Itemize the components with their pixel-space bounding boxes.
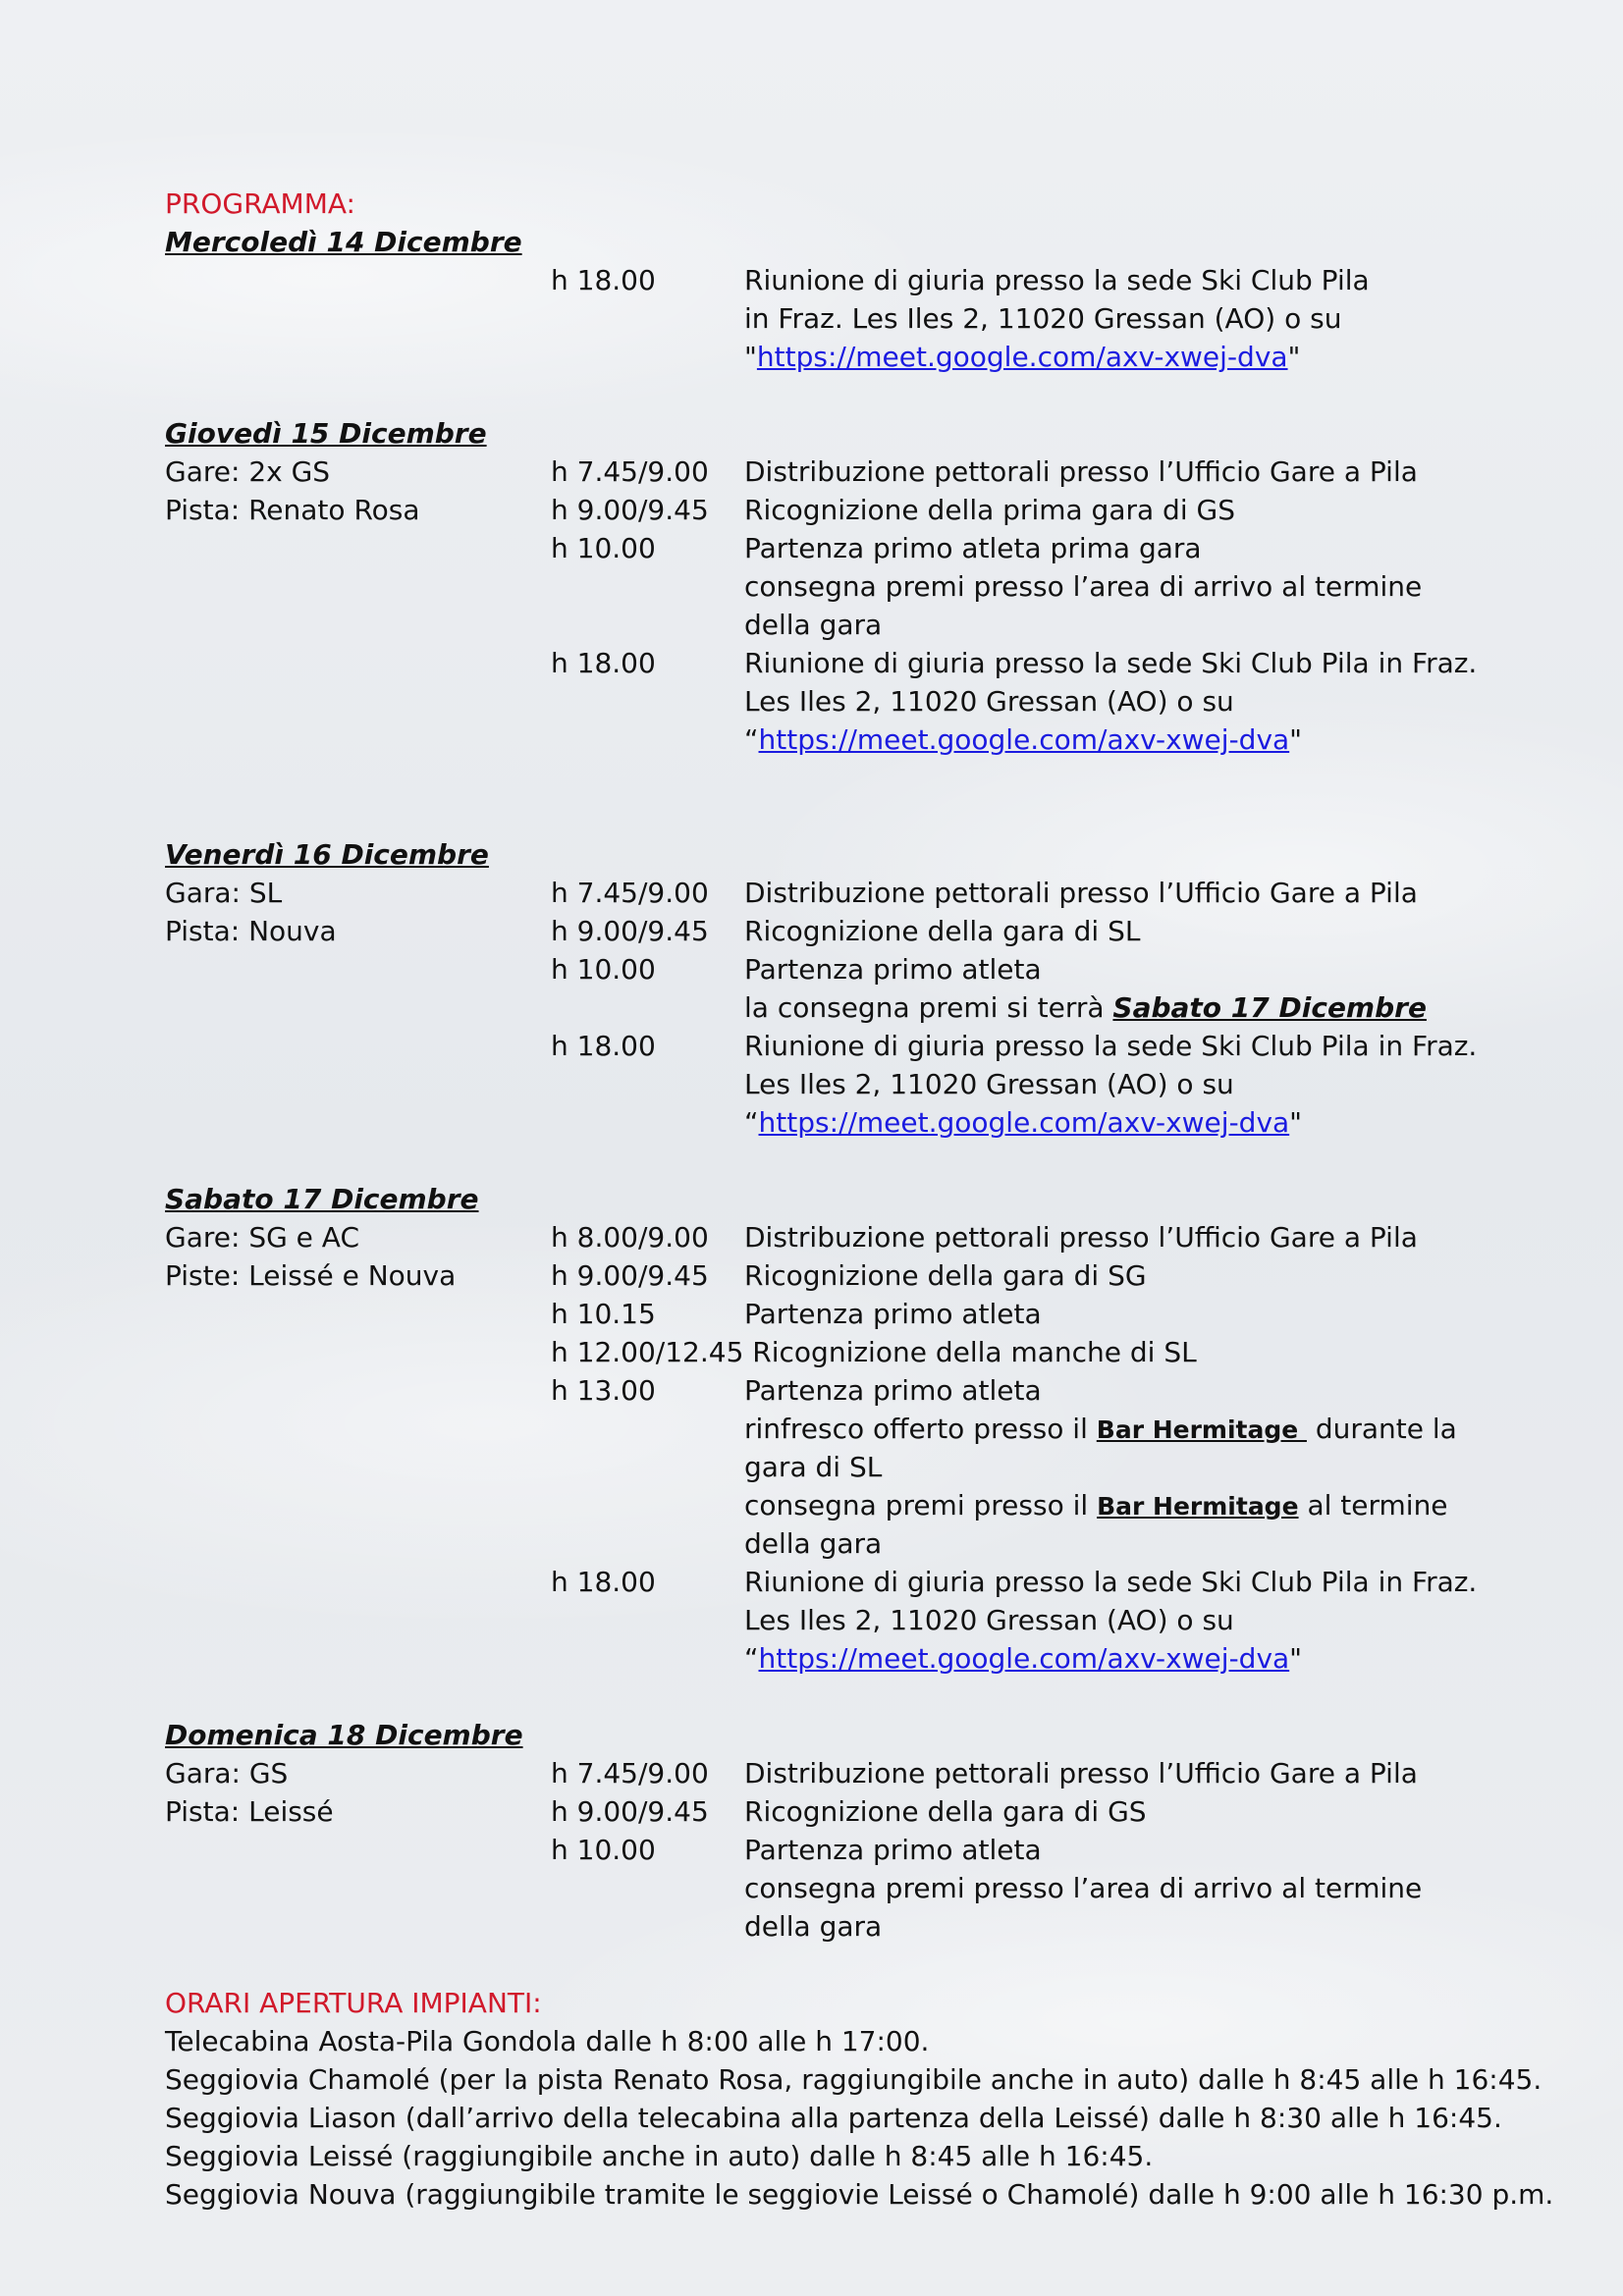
- schedule-row: [165, 453, 1559, 491]
- race-info: [165, 1563, 551, 1601]
- quote-open: “: [744, 723, 759, 756]
- day-heading-row: [165, 223, 1559, 261]
- description-tail: al termine: [1298, 1489, 1448, 1522]
- time: [551, 1065, 744, 1103]
- day-date: Sabato 17 Dicembre: [165, 1183, 479, 1215]
- description-text: Partenza primo atleta: [744, 1834, 1042, 1866]
- description-text: Distribuzione pettorali presso l’Ufficio Gare a Pila: [744, 455, 1418, 488]
- time: [551, 1410, 744, 1448]
- time: [551, 299, 744, 338]
- race-info: [165, 1103, 551, 1142]
- schedule-row: [165, 1410, 1559, 1448]
- schedule-row: [165, 1218, 1559, 1256]
- schedule-line: h 12.00/12.45 Ricognizione della manche di SL: [551, 1336, 1197, 1368]
- schedule-row: [165, 567, 1559, 606]
- day-block: [165, 835, 1559, 1142]
- schedule-row: [165, 1792, 1559, 1831]
- meet-link[interactable]: https://meet.google.com/axv-xwej-dva: [756, 341, 1288, 373]
- time: h 10.00: [551, 953, 656, 986]
- programma-schedule: [165, 223, 1559, 1984]
- schedule-row: [165, 1907, 1559, 1946]
- description: [744, 1792, 1147, 1831]
- description-tail: durante la: [1306, 1413, 1457, 1445]
- day-date: Venerdì 16 Dicembre: [165, 838, 489, 871]
- race-info: [165, 1869, 551, 1907]
- description-text: rinfresco offerto presso il: [744, 1413, 1097, 1445]
- impianto-line: Seggiovia Chamolé (per la pista Renato Rosa, raggiungibile anche in auto) dalle h 8:45 alle h 16:45.: [165, 2063, 1542, 2096]
- day-heading-row: [165, 1716, 1559, 1754]
- description-text: Riunione di giuria presso la sede Ski Club Pila: [744, 264, 1370, 296]
- impianti-list: [165, 2022, 1559, 2214]
- quote-close: ": [1289, 1642, 1303, 1675]
- description-text: in Fraz. Les Iles 2, 11020 Gressan (AO) o su: [744, 302, 1342, 335]
- description-text: Les Iles 2, 11020 Gressan (AO) o su: [744, 1604, 1234, 1636]
- description: [744, 721, 1302, 759]
- schedule-row: [165, 988, 1559, 1027]
- race-info: [165, 529, 551, 567]
- description: [744, 912, 1140, 950]
- schedule-row: [165, 1601, 1559, 1639]
- time: [551, 1639, 744, 1678]
- race-info: [165, 1601, 551, 1639]
- quote-open: “: [744, 1106, 759, 1139]
- description-text: Les Iles 2, 11020 Gressan (AO) o su: [744, 685, 1234, 718]
- time: h 10.00: [551, 1834, 656, 1866]
- day-date: Mercoledì 14 Dicembre: [165, 226, 522, 258]
- time: [551, 1448, 744, 1486]
- race-info: Gara: GS: [165, 1757, 289, 1789]
- meet-link[interactable]: https://meet.google.com/axv-xwej-dva: [758, 723, 1290, 756]
- description-text: della gara: [744, 1910, 883, 1943]
- impianto-line: Seggiovia Nouva (raggiungibile tramite le seggiovie Leissé o Chamolé) dalle h 9:00 alle h 16:30 p.m.: [165, 2178, 1554, 2211]
- description: [744, 1869, 1422, 1907]
- race-info: Gara: SL: [165, 877, 283, 909]
- description-text: Riunione di giuria presso la sede Ski Club Pila in Fraz.: [744, 647, 1478, 679]
- description: [744, 682, 1234, 721]
- impianto-line: Seggiovia Liason (dall’arrivo della telecabina alla partenza della Leissé) dalle h 8:30 alle h 16:45.: [165, 2102, 1502, 2134]
- schedule-row: [165, 1333, 1559, 1371]
- description-text: Ricognizione della gara di SL: [744, 915, 1141, 947]
- day-block: [165, 414, 1559, 759]
- day-heading-row: [165, 835, 1559, 874]
- spacer: [165, 1142, 1559, 1180]
- description: [744, 950, 1042, 988]
- race-info: [165, 988, 551, 1027]
- race-info: [165, 1831, 551, 1869]
- document-page: [165, 185, 1559, 2214]
- day-heading-row: [165, 1180, 1559, 1218]
- description: [744, 1601, 1234, 1639]
- time: h 7.45/9.00: [551, 455, 709, 488]
- time: [551, 1869, 744, 1907]
- description: [744, 1639, 1302, 1678]
- impianto-line: Seggiovia Leissé (raggiungibile anche in auto) dalle h 8:45 alle h 16:45.: [165, 2140, 1154, 2172]
- description-text: Distribuzione pettorali presso l’Ufficio Gare a Pila: [744, 1757, 1418, 1789]
- time: [551, 1103, 744, 1142]
- quote-open: “: [744, 1642, 759, 1675]
- race-info: [165, 1448, 551, 1486]
- time: h 9.00/9.45: [551, 915, 709, 947]
- description: [744, 1486, 1448, 1524]
- description-text: la consegna premi si terrà: [744, 991, 1113, 1024]
- description-text: Riunione di giuria presso la sede Ski Club Pila in Fraz.: [744, 1030, 1478, 1062]
- quote-close: ": [1289, 1106, 1303, 1139]
- quote-open: ": [744, 341, 757, 373]
- time: [551, 1907, 744, 1946]
- schedule-row: [165, 261, 1559, 299]
- race-info: [165, 950, 551, 988]
- time: h 9.00/9.45: [551, 1795, 709, 1828]
- race-info: [165, 338, 551, 376]
- time: h 13.00: [551, 1374, 656, 1407]
- schedule-row: [165, 1486, 1559, 1524]
- time: [551, 606, 744, 644]
- day-date: Giovedì 15 Dicembre: [165, 417, 487, 450]
- description-text: Riunione di giuria presso la sede Ski Club Pila in Fraz.: [744, 1566, 1478, 1598]
- day-date: Domenica 18 Dicembre: [165, 1719, 523, 1751]
- award-date: Sabato 17 Dicembre: [1112, 991, 1427, 1024]
- schedule-row: [165, 491, 1559, 529]
- description: [744, 1103, 1302, 1142]
- schedule-row: [165, 1831, 1559, 1869]
- race-info: [165, 721, 551, 759]
- description-text: della gara: [744, 1527, 883, 1560]
- description: [744, 606, 882, 644]
- programma-heading: PROGRAMMA:: [165, 187, 355, 220]
- time: h 18.00: [551, 647, 656, 679]
- description-text: Partenza primo atleta: [744, 1374, 1042, 1407]
- quote-close: ": [1287, 341, 1301, 373]
- time: h 7.45/9.00: [551, 1757, 709, 1789]
- race-info: Gare: 2x GS: [165, 455, 331, 488]
- race-info: [165, 1524, 551, 1563]
- time: h 10.15: [551, 1298, 656, 1330]
- schedule-row: [165, 1371, 1559, 1410]
- schedule-row: [165, 1103, 1559, 1142]
- time: h 18.00: [551, 1030, 656, 1062]
- schedule-row: [165, 644, 1559, 682]
- description: [744, 1256, 1147, 1295]
- spacer: [165, 1946, 1559, 1984]
- schedule-row: [165, 299, 1559, 338]
- description: [744, 1754, 1418, 1792]
- time: h 18.00: [551, 1566, 656, 1598]
- description-text: della gara: [744, 609, 883, 641]
- description: [744, 1831, 1042, 1869]
- impianto-line: Telecabina Aosta-Pila Gondola dalle h 8:00 alle h 17:00.: [165, 2025, 930, 2057]
- race-info: [165, 567, 551, 606]
- description-text: consegna premi presso l’area di arrivo al termine: [744, 570, 1423, 603]
- description: [744, 261, 1370, 299]
- race-info: [165, 682, 551, 721]
- time: h 10.00: [551, 532, 656, 564]
- description: [744, 1410, 1457, 1448]
- schedule-row: [165, 1065, 1559, 1103]
- day-heading-row: [165, 414, 1559, 453]
- schedule-row: [165, 682, 1559, 721]
- race-info: Pista: Nouva: [165, 915, 337, 947]
- time: h 7.45/9.00: [551, 877, 709, 909]
- race-info: [165, 1295, 551, 1333]
- time: [551, 567, 744, 606]
- quote-close: ": [1289, 723, 1303, 756]
- day-block: [165, 1180, 1559, 1678]
- description: [744, 299, 1341, 338]
- description-text: consegna premi presso il: [744, 1489, 1098, 1522]
- day-block: [165, 1716, 1559, 1946]
- race-info: [165, 1065, 551, 1103]
- race-info: [165, 1371, 551, 1410]
- race-info: [165, 1410, 551, 1448]
- spacer: [165, 376, 1559, 414]
- description: [744, 1524, 882, 1563]
- schedule-row: [165, 912, 1559, 950]
- time: h 9.00/9.45: [551, 494, 709, 526]
- race-info: [165, 1333, 551, 1371]
- time: [551, 338, 744, 376]
- description: [744, 1065, 1234, 1103]
- schedule-row: [165, 1754, 1559, 1792]
- schedule-row: [165, 1256, 1559, 1295]
- meet-link[interactable]: https://meet.google.com/axv-xwej-dva: [758, 1106, 1290, 1139]
- description: [744, 1295, 1042, 1333]
- race-info: [165, 261, 551, 299]
- description: [744, 1907, 882, 1946]
- schedule-row: [165, 529, 1559, 567]
- description: [744, 1371, 1042, 1410]
- schedule-row: [165, 721, 1559, 759]
- time: [551, 1524, 744, 1563]
- bar-hermitage: Bar Hermitage: [1096, 1415, 1307, 1444]
- time: h 18.00: [551, 264, 656, 296]
- description: [744, 1563, 1477, 1601]
- race-info: [165, 1907, 551, 1946]
- race-info: Pista: Leissé: [165, 1795, 334, 1828]
- description: [744, 491, 1235, 529]
- race-info: [165, 1027, 551, 1065]
- schedule-row: [165, 1524, 1559, 1563]
- description: [744, 453, 1418, 491]
- description: [744, 1448, 882, 1486]
- schedule-row: [165, 1639, 1559, 1678]
- race-info: [165, 644, 551, 682]
- time: [551, 1486, 744, 1524]
- time: [551, 682, 744, 721]
- schedule-row: [165, 1448, 1559, 1486]
- schedule-row: [165, 1869, 1559, 1907]
- race-info: [165, 299, 551, 338]
- impianti-heading: ORARI APERTURA IMPIANTI:: [165, 1987, 542, 2019]
- description: [744, 988, 1427, 1027]
- description-text: gara di SL: [744, 1451, 883, 1483]
- description-text: Les Iles 2, 11020 Gressan (AO) o su: [744, 1068, 1234, 1100]
- description: [744, 338, 1300, 376]
- schedule-row: [165, 338, 1559, 376]
- description-text: Partenza primo atleta prima gara: [744, 532, 1202, 564]
- description-text: Distribuzione pettorali presso l’Ufficio Gare a Pila: [744, 1221, 1418, 1254]
- race-info: Piste: Leissé e Nouva: [165, 1259, 457, 1292]
- time: [551, 1601, 744, 1639]
- description-text: Distribuzione pettorali presso l’Ufficio Gare a Pila: [744, 877, 1418, 909]
- description: [744, 644, 1477, 682]
- schedule-row: [165, 606, 1559, 644]
- description: [744, 1218, 1418, 1256]
- description-text: Ricognizione della prima gara di GS: [744, 494, 1235, 526]
- description: [744, 1027, 1477, 1065]
- schedule-row: [165, 950, 1559, 988]
- meet-link[interactable]: https://meet.google.com/axv-xwej-dva: [758, 1642, 1290, 1675]
- time: h 9.00/9.45: [551, 1259, 709, 1292]
- race-info: Gare: SG e AC: [165, 1221, 360, 1254]
- time: [551, 721, 744, 759]
- race-info: [165, 1639, 551, 1678]
- description-text: Partenza primo atleta: [744, 1298, 1042, 1330]
- race-info: Pista: Renato Rosa: [165, 494, 420, 526]
- description-text: Partenza primo atleta: [744, 953, 1042, 986]
- schedule-row: [165, 1563, 1559, 1601]
- schedule-row: [165, 874, 1559, 912]
- day-block: [165, 223, 1559, 376]
- description-text: consegna premi presso l’area di arrivo al termine: [744, 1872, 1423, 1904]
- description-text: Ricognizione della gara di GS: [744, 1795, 1147, 1828]
- description: [744, 529, 1202, 567]
- description: [744, 567, 1422, 606]
- description-text: Ricognizione della gara di SG: [744, 1259, 1147, 1292]
- time: h 8.00/9.00: [551, 1221, 709, 1254]
- race-info: [165, 1486, 551, 1524]
- time: [551, 988, 744, 1027]
- bar-hermitage: Bar Hermitage: [1097, 1492, 1299, 1521]
- schedule-row: [165, 1027, 1559, 1065]
- spacer: [165, 1678, 1559, 1716]
- description: [744, 874, 1418, 912]
- spacer: [165, 759, 1559, 835]
- race-info: [165, 606, 551, 644]
- schedule-row: [165, 1295, 1559, 1333]
